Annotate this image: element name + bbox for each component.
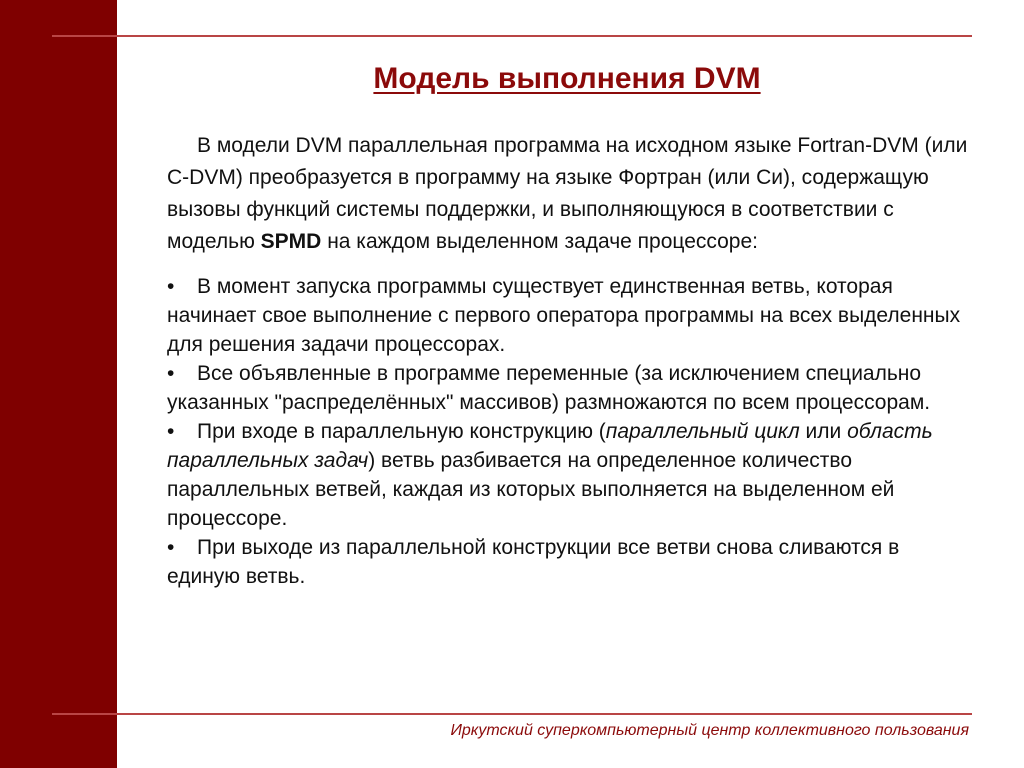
- bullet-item-parallel-exit: [167, 533, 975, 591]
- top-divider-line: [52, 35, 972, 37]
- bullet-text-part: ) ветвь разбивается на определенное количество параллельных ветвей, каждая из которых выполняется на выделенном ей процессоре.: [167, 449, 895, 530]
- left-sidebar-band: [0, 0, 117, 768]
- term-parallel-loop: параллельный цикл: [605, 420, 800, 443]
- term-parallel-tasks-region: область параллельных задач: [167, 420, 933, 472]
- bullet-text-part: При входе в параллельную конструкцию (: [197, 420, 606, 443]
- bullet-marker: •: [167, 420, 175, 443]
- bullet-list: [167, 272, 975, 591]
- spmd-term: SPMD: [260, 230, 322, 253]
- bullet-text: При выходе из параллельной конструкции все ветви снова сливаются в единую ветвь.: [167, 536, 900, 588]
- bullet-text: В момент запуска программы существует единственная ветвь, которая начинает свое выполнение с первого оператора программы на всех выделенных для решения задачи процессорах.: [167, 275, 961, 356]
- bottom-divider-line: [52, 713, 972, 715]
- slide-title: Модель выполнения DVM: [373, 62, 761, 95]
- bullet-marker: •: [167, 275, 175, 298]
- bullet-item-variables: [167, 359, 975, 417]
- bullet-item-parallel-entry: [167, 417, 975, 533]
- bullet-item-launch: [167, 272, 975, 359]
- footer-organization: Иркутский суперкомпьютерный центр коллективного пользования: [450, 722, 969, 739]
- slide-content: [167, 130, 975, 591]
- bullet-marker: •: [167, 536, 175, 559]
- bullet-text: Все объявленные в программе переменные (за исключением специально указанных "распределённых" массивов) размножаются по всем процессорам.: [167, 362, 931, 414]
- bullet-marker: •: [167, 362, 175, 385]
- intro-text-end: на каждом выделенном задаче процессоре:: [321, 230, 758, 253]
- bullet-text-part: или: [799, 420, 848, 443]
- intro-text-start: В модели DVM параллельная программа на исходном языке Fortran-DVM (или C-DVM) преобразуется в программу на языке Фортран (или Си), содержащую вызовы функций системы поддержки, и выполняющуюся в соответствии с моделью: [167, 134, 968, 253]
- intro-paragraph: [167, 130, 975, 258]
